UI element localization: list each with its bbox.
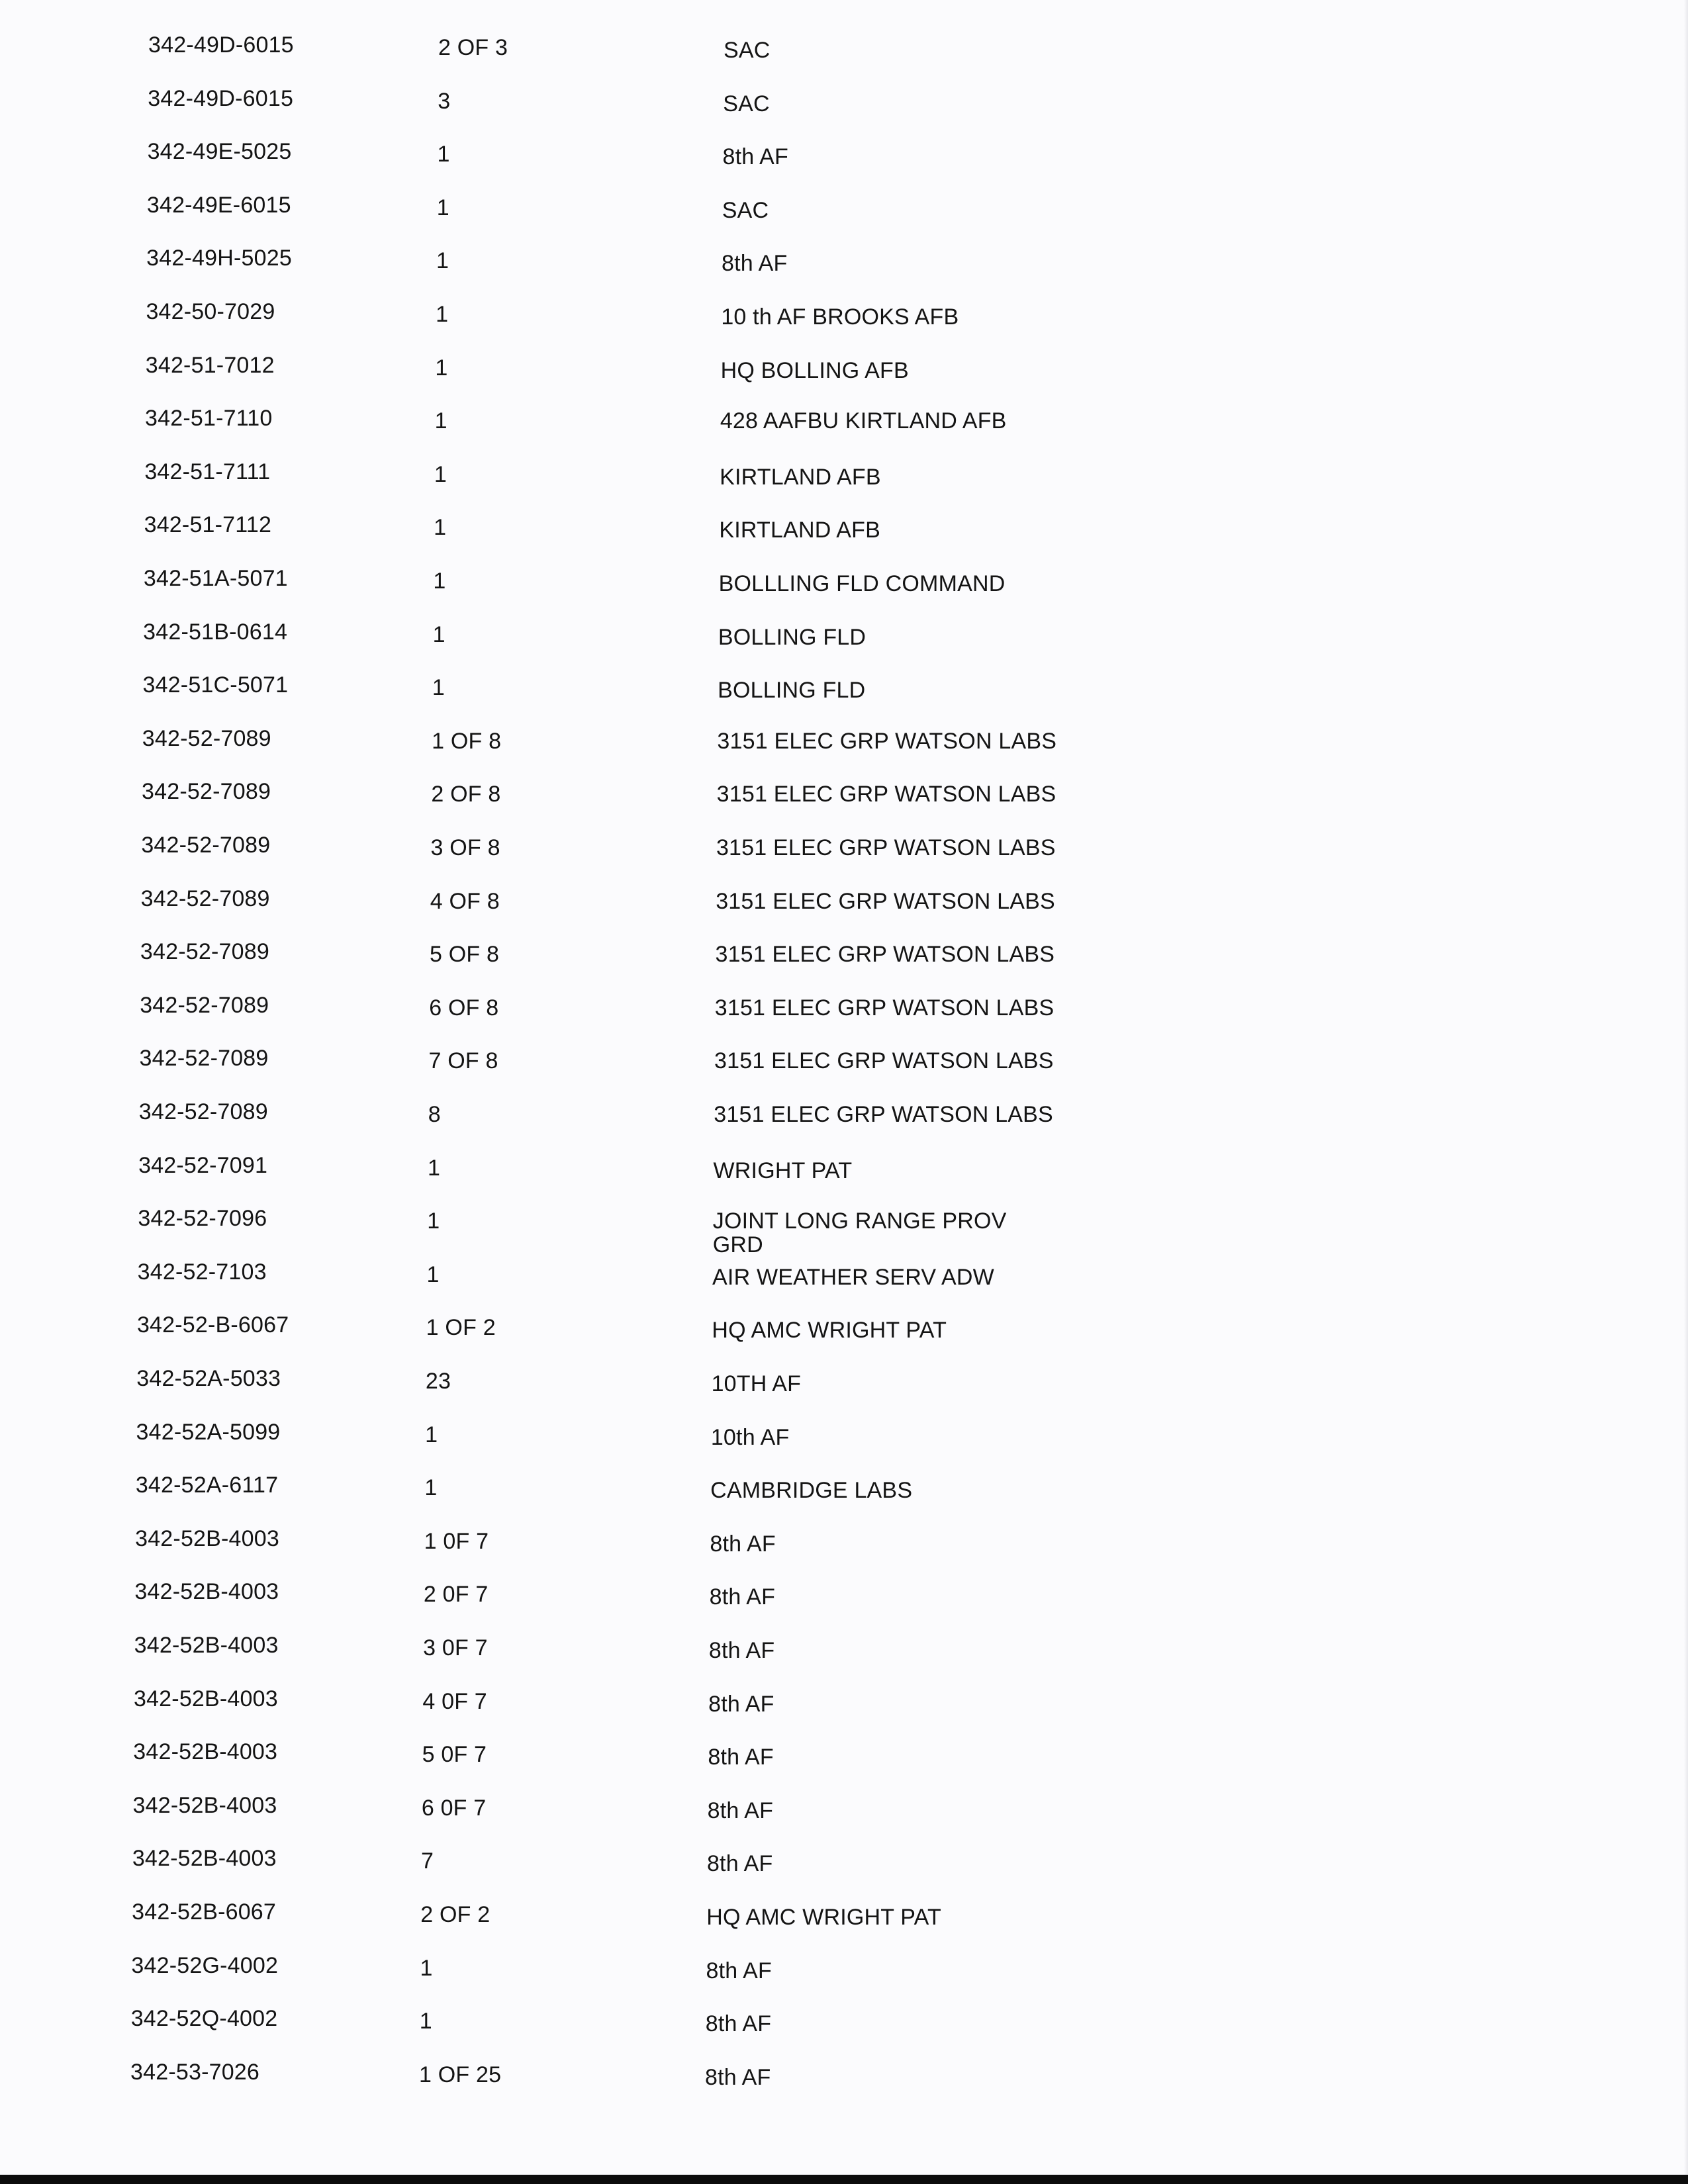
copy-number: 5 OF 8 [430,942,500,968]
organization: HQ AMC WRIGHT PAT [712,1318,947,1343]
record-id: 342-52-7089 [138,1099,268,1124]
copy-number: 1 [425,1422,438,1447]
record-id: 342-52-7089 [140,939,269,965]
table-row [0,406,1688,458]
copy-number: 1 [437,142,450,167]
table-row [0,1100,1688,1152]
copy-number: 1 0F 7 [424,1528,489,1554]
table-row [0,1633,1688,1685]
record-id: 342-53-7026 [130,2059,260,2085]
table-row [0,87,1688,138]
organization: 8th AF [706,1958,772,1983]
organization: 3151 ELEC GRP WATSON LABS [716,888,1055,914]
record-id: 342-51B-0614 [143,619,288,645]
organization: HQ AMC WRIGHT PAT [706,1905,941,1930]
copy-number: 1 [433,569,446,594]
table-row [0,2060,1688,2112]
organization: SAC [724,38,771,63]
table-row [0,140,1688,191]
organization: 3151 ELEC GRP WATSON LABS [715,942,1055,968]
organization: 8th AF [707,1797,774,1823]
organization: BOLLING FLD [718,624,867,650]
copy-number: 1 [426,1261,440,1287]
organization: KIRTLAND AFB [719,518,880,543]
table-row [0,1740,1688,1792]
record-id: 342-52-7091 [138,1152,268,1178]
record-id: 342-49D-6015 [148,32,294,58]
copy-number: 1 [432,621,445,647]
table-row [0,1260,1688,1312]
copy-number: 6 OF 8 [429,995,499,1021]
table-row [0,353,1688,405]
organization: 10 th AF BROOKS AFB [721,304,959,330]
copy-number: 7 [421,1848,434,1874]
copy-number: 8 [428,1102,441,1127]
table-row [0,1473,1688,1525]
record-id: 342-52Q-4002 [130,2006,278,2032]
table-row [0,993,1688,1045]
table-row [0,2007,1688,2058]
copy-number: 1 [436,195,449,220]
organization: 8th AF [706,1851,773,1877]
record-id: 342-51-7012 [145,352,275,378]
organization: WRIGHT PAT [713,1158,853,1183]
table-row [0,513,1688,565]
organization: SAC [722,197,769,223]
copy-number: 3 OF 8 [430,835,500,860]
record-id: 342-52A-5033 [136,1366,281,1391]
copy-number: 1 [436,248,449,274]
table-row [0,300,1688,351]
organization: 3151 ELEC GRP WATSON LABS [714,1102,1053,1127]
table-row [0,567,1688,618]
organization: 8th AF [708,1745,774,1770]
copy-number: 2 0F 7 [423,1582,489,1608]
table-row [0,780,1688,831]
copy-number: 1 [427,1208,440,1234]
copy-number: 1 [419,2009,432,2034]
record-id: 342-51-7110 [145,406,273,432]
organization: 10TH AF [711,1371,802,1396]
table-row [0,1313,1688,1365]
copy-number: 4 OF 8 [430,888,500,914]
copy-number: 1 [420,1955,433,1981]
organization: 8th AF [709,1584,776,1610]
copy-number: 1 [436,302,449,327]
record-id: 342-52-7089 [140,886,270,911]
organization: 8th AF [722,144,788,170]
copy-number: 4 0F 7 [422,1688,487,1714]
copy-number: 1 [434,408,447,434]
table-row [0,460,1688,512]
table-row [0,1954,1688,2005]
table-row [0,727,1688,778]
record-id: 342-52B-6067 [132,1899,277,1925]
table-row [0,33,1688,85]
record-id: 342-52B-4003 [132,1792,277,1818]
table-row [0,246,1688,298]
copy-number: 1 OF 25 [419,2062,502,2087]
record-id: 342-50-7029 [146,299,275,324]
organization: 3151 ELEC GRP WATSON LABS [717,728,1057,754]
record-id: 342-49E-6015 [146,192,291,218]
copy-number: 1 [434,515,447,541]
organization: 3151 ELEC GRP WATSON LABS [716,835,1056,860]
organization: BOLLLING FLD COMMAND [718,571,1006,596]
record-id: 342-52B-4003 [132,1846,277,1872]
table-row [0,833,1688,885]
organization: 3151 ELEC GRP WATSON LABS [714,1048,1054,1074]
record-id: 342-52B-4003 [135,1525,279,1551]
record-id: 342-52B-4003 [133,1686,278,1711]
copy-number: 1 [424,1475,438,1501]
record-id: 342-52-7096 [138,1206,267,1232]
record-id: 342-52A-5099 [136,1419,281,1445]
organization: SAC [723,91,770,116]
organization: 8th AF [705,2064,771,2090]
record-id: 342-52B-4003 [134,1633,279,1658]
copy-number: 3 0F 7 [423,1635,488,1661]
record-id: 342-49E-5025 [147,139,292,165]
copy-number: 2 OF 2 [420,1902,491,1927]
record-id: 342-52-B-6067 [136,1312,289,1338]
table-row [0,1580,1688,1631]
organization: KIRTLAND AFB [720,464,881,490]
organization: 8th AF [705,2011,772,2037]
copy-number: 7 OF 8 [428,1048,498,1074]
scan-bottom-border [0,2175,1688,2184]
table-row [0,1527,1688,1578]
scan-edge [1684,0,1688,2184]
copy-number: 1 [432,675,445,701]
organization: CAMBRIDGE LABS [710,1478,913,1504]
table-row [0,620,1688,672]
copy-number: 5 0F 7 [422,1742,487,1768]
copy-number: 2 OF 3 [438,35,508,60]
record-id: 342-52-7089 [140,992,269,1018]
record-id: 342-49D-6015 [148,85,294,111]
organization: BOLLING FLD [718,678,866,704]
copy-number: 1 [427,1155,441,1181]
table-row [0,940,1688,991]
copy-number: 2 OF 8 [431,782,501,807]
organization: 3151 ELEC GRP WATSON LABS [714,995,1055,1021]
record-id: 342-51-7112 [144,512,272,538]
copy-number: 6 0F 7 [421,1795,487,1821]
record-id: 342-52B-4003 [133,1739,278,1765]
record-id: 342-51A-5071 [143,566,288,591]
record-id: 342-52-7089 [142,725,271,751]
table-row [0,193,1688,245]
organization: 3151 ELEC GRP WATSON LABS [716,782,1056,807]
copy-number: 3 [438,88,451,114]
table-row [0,1900,1688,1952]
record-id: 342-51C-5071 [142,672,289,698]
table-row [0,1687,1688,1739]
table-row [0,1154,1688,1205]
record-id: 342-52-7089 [141,833,271,858]
table-row [0,673,1688,725]
organization: HQ BOLLING AFB [720,357,909,383]
record-id: 342-49H-5025 [146,246,292,271]
record-id: 342-52-7089 [142,779,271,805]
record-id: 342-51-7111 [144,459,271,484]
organization: AIR WEATHER SERV ADW [712,1264,994,1290]
record-id: 342-52-7089 [139,1046,269,1071]
table-row [0,1206,1688,1258]
table-row [0,1794,1688,1845]
copy-number: 23 [425,1369,451,1394]
record-id: 342-52-7103 [137,1259,267,1285]
table-row [0,887,1688,938]
organization: 8th AF [710,1531,776,1557]
organization: 428 AAFBU KIRTLAND AFB [720,408,1007,434]
record-id: 342-52B-4003 [134,1579,279,1605]
organization: JOINT LONG RANGE PROV GRD [712,1208,1007,1258]
table-row [0,1046,1688,1098]
table-row [0,1367,1688,1418]
table-row [0,1846,1688,1898]
organization: 8th AF [722,251,788,277]
copy-number: 1 [434,461,447,487]
copy-number: 1 [435,355,448,381]
organization: 10th AF [710,1424,790,1450]
copy-number: 1 OF 2 [426,1315,496,1341]
record-id: 342-52G-4002 [131,1952,279,1978]
organization: 8th AF [708,1691,774,1717]
record-id: 342-52A-6117 [135,1473,279,1498]
table-row [0,1420,1688,1472]
copy-number: 1 OF 8 [432,728,502,754]
organization: 8th AF [708,1638,775,1663]
